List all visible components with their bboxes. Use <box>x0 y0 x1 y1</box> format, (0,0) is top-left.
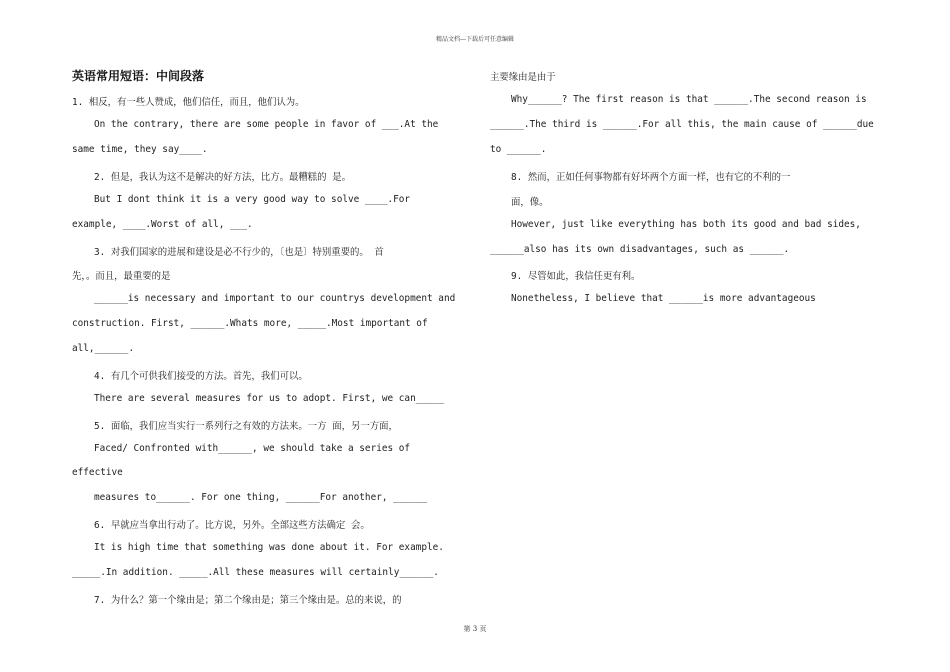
text-line: ______is necessary and important to our countrys development and <box>94 293 456 304</box>
text-line: construction. First, ______.Whats more, _____.Most important of <box>72 318 428 329</box>
text-line: example, ____.Worst of all, ___. <box>72 219 253 230</box>
text-line: However, just like everything has both its good and bad sides, <box>511 219 861 230</box>
text-line: to ______. <box>490 144 547 155</box>
text-line: measures to______. For one thing, ______For another, ______ <box>94 492 428 503</box>
text-line: Nonetheless, I believe that ______is more advantageous <box>511 293 816 304</box>
text-line: 5. 面临，我们应当实行一系列行之有效的方法来。一方 面，另一方面， <box>94 421 398 432</box>
text-line: There are several measures for us to adopt. First, we can_____ <box>94 393 444 404</box>
page-header: 精品文档---下载后可任意编辑 <box>435 36 515 43</box>
text-line: Why______? The first reason is that ______.The second reason is <box>511 94 867 105</box>
text-line: 主要缘由是由于 <box>490 72 556 83</box>
text-line: On the contrary, there are some people in favor of ___.At the <box>94 119 439 130</box>
text-line: 4. 有几个可供我们接受的方法。首先，我们可以。 <box>94 371 308 382</box>
text-line: But I dont think it is a very good way to solve ____.For <box>94 194 411 205</box>
text-line: effective <box>72 467 123 478</box>
text-line: 1. 相反，有一些人赞成，他们信任，而且，他们认为。 <box>72 97 305 108</box>
text-line: all,______. <box>72 343 135 354</box>
text-line: 3. 对我们国家的进展和建设是必不行少的，〔也是〕特别重要的。 首 <box>94 247 384 258</box>
text-line: 8. 然而，正如任何事物都有好坏两个方面一样，也有它的不利的一 <box>511 172 791 183</box>
text-line: Faced/ Confronted with______, we should take a series of <box>94 443 411 454</box>
page-number: 第 3 页 <box>463 625 487 633</box>
text-line: 面，像。 <box>511 197 549 208</box>
section-title: 英语常用短语：中间段落 <box>72 69 205 83</box>
text-line: 7. 为什么？第一个缘由是；第二个缘由是；第三个缘由是。总的来说，的 <box>94 595 402 606</box>
text-line: 6. 早就应当拿出行动了。比方说，另外。全部这些方法确定 会。 <box>94 520 370 531</box>
text-line: ______.The third is ______.For all this, the main cause of ______due <box>490 119 874 130</box>
text-line: 9. 尽管如此，我信任更有利。 <box>511 271 641 282</box>
text-line: ______also has its own disadvantages, such as ______. <box>490 244 790 255</box>
text-line: 先，。而且，最重要的是 <box>72 271 171 282</box>
text-line: It is high time that something was done about it. For example. <box>94 542 444 553</box>
text-line: _____.In addition. _____.All these measures will certainly______. <box>72 567 439 578</box>
text-line: 2. 但是，我认为这不是解决的好方法，比方。最糟糕的 是。 <box>94 172 351 183</box>
text-line: same time, they say____. <box>72 144 208 155</box>
